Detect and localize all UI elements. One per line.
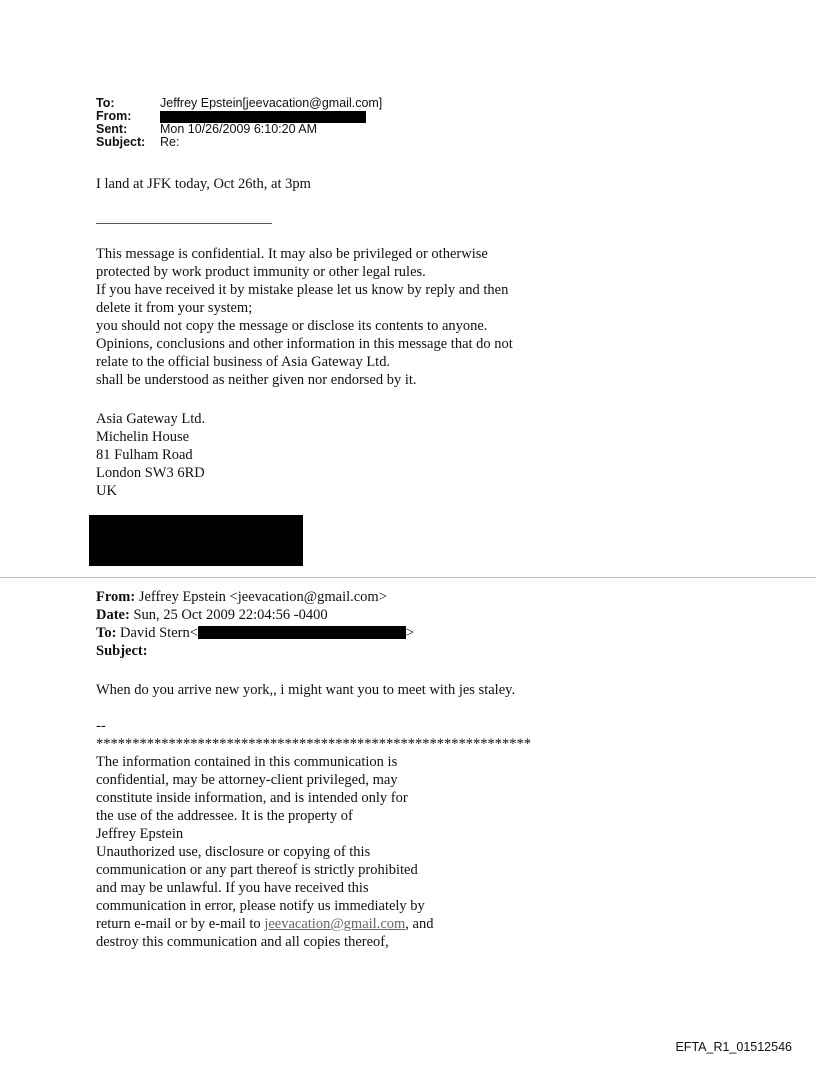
- to-value: Jeffrey Epstein[jeevacation@gmail.com]: [160, 96, 383, 110]
- disclaimer-text: return e-mail or by e-mail to: [96, 916, 265, 932]
- document-id: EFTA_R1_01512546: [675, 1040, 792, 1054]
- address-line: Asia Gateway Ltd.: [96, 411, 206, 427]
- to-label: To:: [96, 96, 115, 110]
- orig-date-value: Sun, 25 Oct 2009 22:04:56 -0400: [129, 607, 328, 623]
- header-subject-row: [96, 136, 382, 149]
- disclaimer-line: communication or any part thereof is strictly prohibited: [96, 862, 418, 878]
- disclaimer-line: you should not copy the message or disclose its contents to anyone.: [96, 318, 488, 334]
- header-to-row: [96, 97, 382, 110]
- divider-line: [96, 223, 272, 224]
- disclaimer-line: communication in error, please notify us immediately by: [96, 898, 425, 914]
- disclaimer-line: relate to the official business of Asia Gateway Ltd.: [96, 354, 391, 370]
- privilege-disclaimer: [96, 753, 433, 951]
- reply-body: I land at JFK today, Oct 26th, at 3pm: [96, 176, 311, 192]
- orig-to-suffix: >: [405, 625, 415, 641]
- address-line: 81 Fulham Road: [96, 447, 193, 463]
- disclaimer-line: Opinions, conclusions and other information in this message that do not: [96, 336, 513, 352]
- disclaimer-line: delete it from your system;: [96, 300, 253, 316]
- disclaimer-line: This message is confidential. It may also be privileged or otherwise: [96, 246, 488, 262]
- disclaimer-line: If you have received it by mistake please let us know by reply and then: [96, 282, 509, 298]
- signature-stars: ************************************************************: [96, 736, 531, 752]
- orig-from-value: Jeffrey Epstein <jeevacation@gmail.com>: [135, 589, 387, 605]
- disclaimer-line: Unauthorized use, disclosure or copying of this: [96, 844, 371, 860]
- sent-value: Mon 10/26/2009 6:10:20 AM: [160, 122, 318, 136]
- subject-value: Re:: [160, 135, 180, 149]
- original-body: When do you arrive new york,, i might want you to meet with jes staley.: [96, 682, 516, 698]
- orig-to-value: David Stern<: [116, 625, 198, 641]
- orig-to-label: To:: [96, 625, 117, 641]
- confidentiality-disclaimer: [96, 245, 513, 389]
- disclaimer-line: constitute inside information, and is intended only for: [96, 790, 408, 806]
- subject-label: Subject:: [96, 135, 146, 149]
- disclaimer-line: and may be unlawful. If you have received this: [96, 880, 369, 896]
- orig-subject-label: Subject:: [96, 643, 148, 659]
- orig-date-label: Date:: [96, 607, 130, 623]
- disclaimer-line: The information contained in this communication is: [96, 754, 398, 770]
- orig-from-row: [96, 588, 414, 606]
- company-address: [96, 410, 205, 500]
- original-header: [96, 588, 414, 660]
- orig-from-label: From:: [96, 589, 136, 605]
- orig-date-row: [96, 606, 414, 624]
- redaction-box: [89, 515, 303, 566]
- redaction-box: [198, 626, 406, 639]
- orig-subject-row: [96, 642, 414, 660]
- disclaimer-line: [96, 915, 433, 933]
- address-line: UK: [96, 483, 117, 499]
- orig-to-row: [96, 624, 414, 642]
- from-label: From:: [96, 109, 132, 123]
- disclaimer-line: shall be understood as neither given nor endorsed by it.: [96, 372, 417, 388]
- address-line: London SW3 6RD: [96, 465, 205, 481]
- message-separator: [0, 577, 816, 578]
- disclaimer-line: Jeffrey Epstein: [96, 826, 184, 842]
- disclaimer-text: , and: [405, 916, 434, 932]
- address-line: Michelin House: [96, 429, 190, 445]
- sent-label: Sent:: [96, 122, 128, 136]
- disclaimer-line: destroy this communication and all copies thereof,: [96, 934, 389, 950]
- email-link[interactable]: jeevacation@gmail.com: [264, 916, 406, 932]
- disclaimer-line: the use of the addressee. It is the property of: [96, 808, 353, 824]
- signature-separator: [96, 717, 531, 753]
- email-header: [96, 97, 382, 149]
- signature-dashes: --: [96, 718, 106, 734]
- disclaimer-line: protected by work product immunity or other legal rules.: [96, 264, 426, 280]
- disclaimer-line: confidential, may be attorney-client privileged, may: [96, 772, 398, 788]
